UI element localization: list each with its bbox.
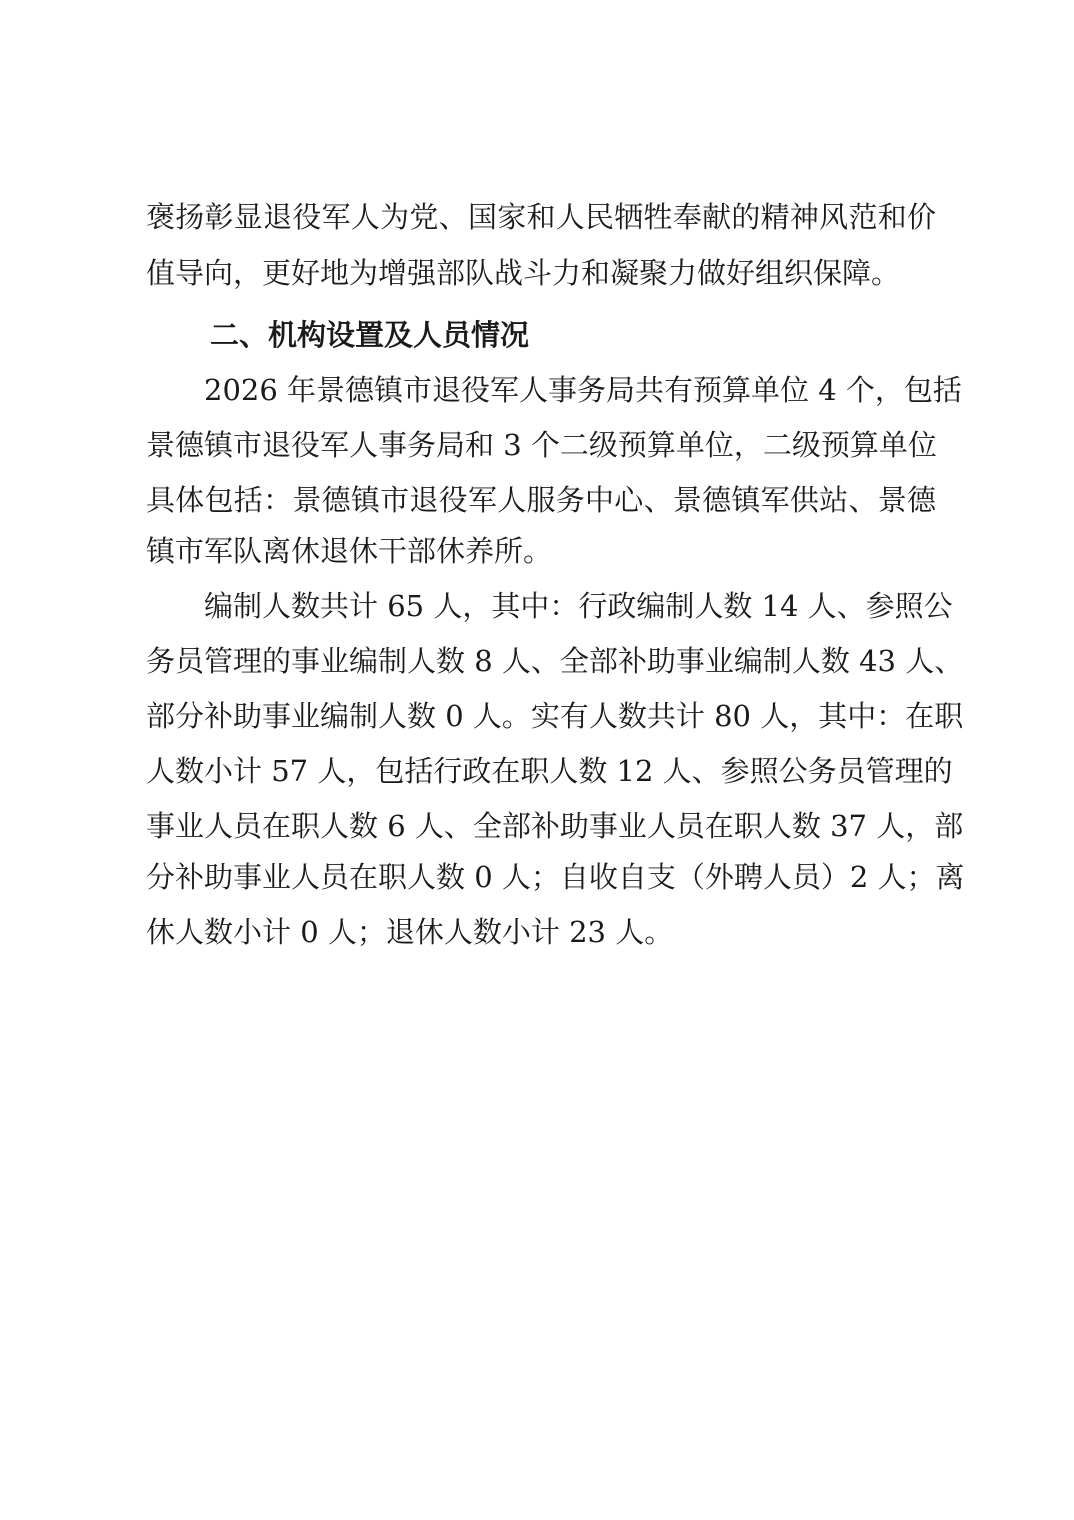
- paragraph-intro-line: 值导向，更好地为增强部队战斗力和凝聚力做好组织保障。: [146, 256, 901, 290]
- paragraph-units-line: 景德镇市退役军人事务局和 3 个二级预算单位，二级预算单位: [146, 428, 937, 462]
- paragraph-units-line: 具体包括：景德镇市退役军人服务中心、景德镇军供站、景德: [146, 483, 936, 517]
- paragraph-staff-line: 休人数小计 0 人；退休人数小计 23 人。: [146, 915, 674, 949]
- paragraph-staff-line: 编制人数共计 65 人，其中：行政编制人数 14 人、参照公: [204, 589, 953, 623]
- paragraph-units-line: 镇市军队离休退休干部休养所。: [146, 534, 553, 568]
- section-heading: 二、机构设置及人员情况: [210, 318, 530, 352]
- paragraph-units-line: 2026 年景德镇市退役军人事务局共有预算单位 4 个，包括: [204, 373, 962, 407]
- paragraph-staff-line: 务员管理的事业编制人数 8 人、全部补助事业编制人数 43 人、: [146, 644, 964, 678]
- paragraph-staff-line: 分补助事业人员在职人数 0 人；自收自支（外聘人员）2 人；离: [146, 860, 965, 894]
- paragraph-staff-line: 事业人员在职人数 6 人、全部补助事业人员在职人数 37 人，部: [146, 809, 964, 843]
- paragraph-intro-line: 褒扬彰显退役军人为党、国家和人民牺牲奉献的精神风范和价: [146, 200, 936, 234]
- paragraph-staff-line: 人数小计 57 人，包括行政在职人数 12 人、参照公务员管理的: [146, 754, 953, 788]
- paragraph-staff-line: 部分补助事业编制人数 0 人。实有人数共计 80 人，其中：在职: [146, 699, 964, 733]
